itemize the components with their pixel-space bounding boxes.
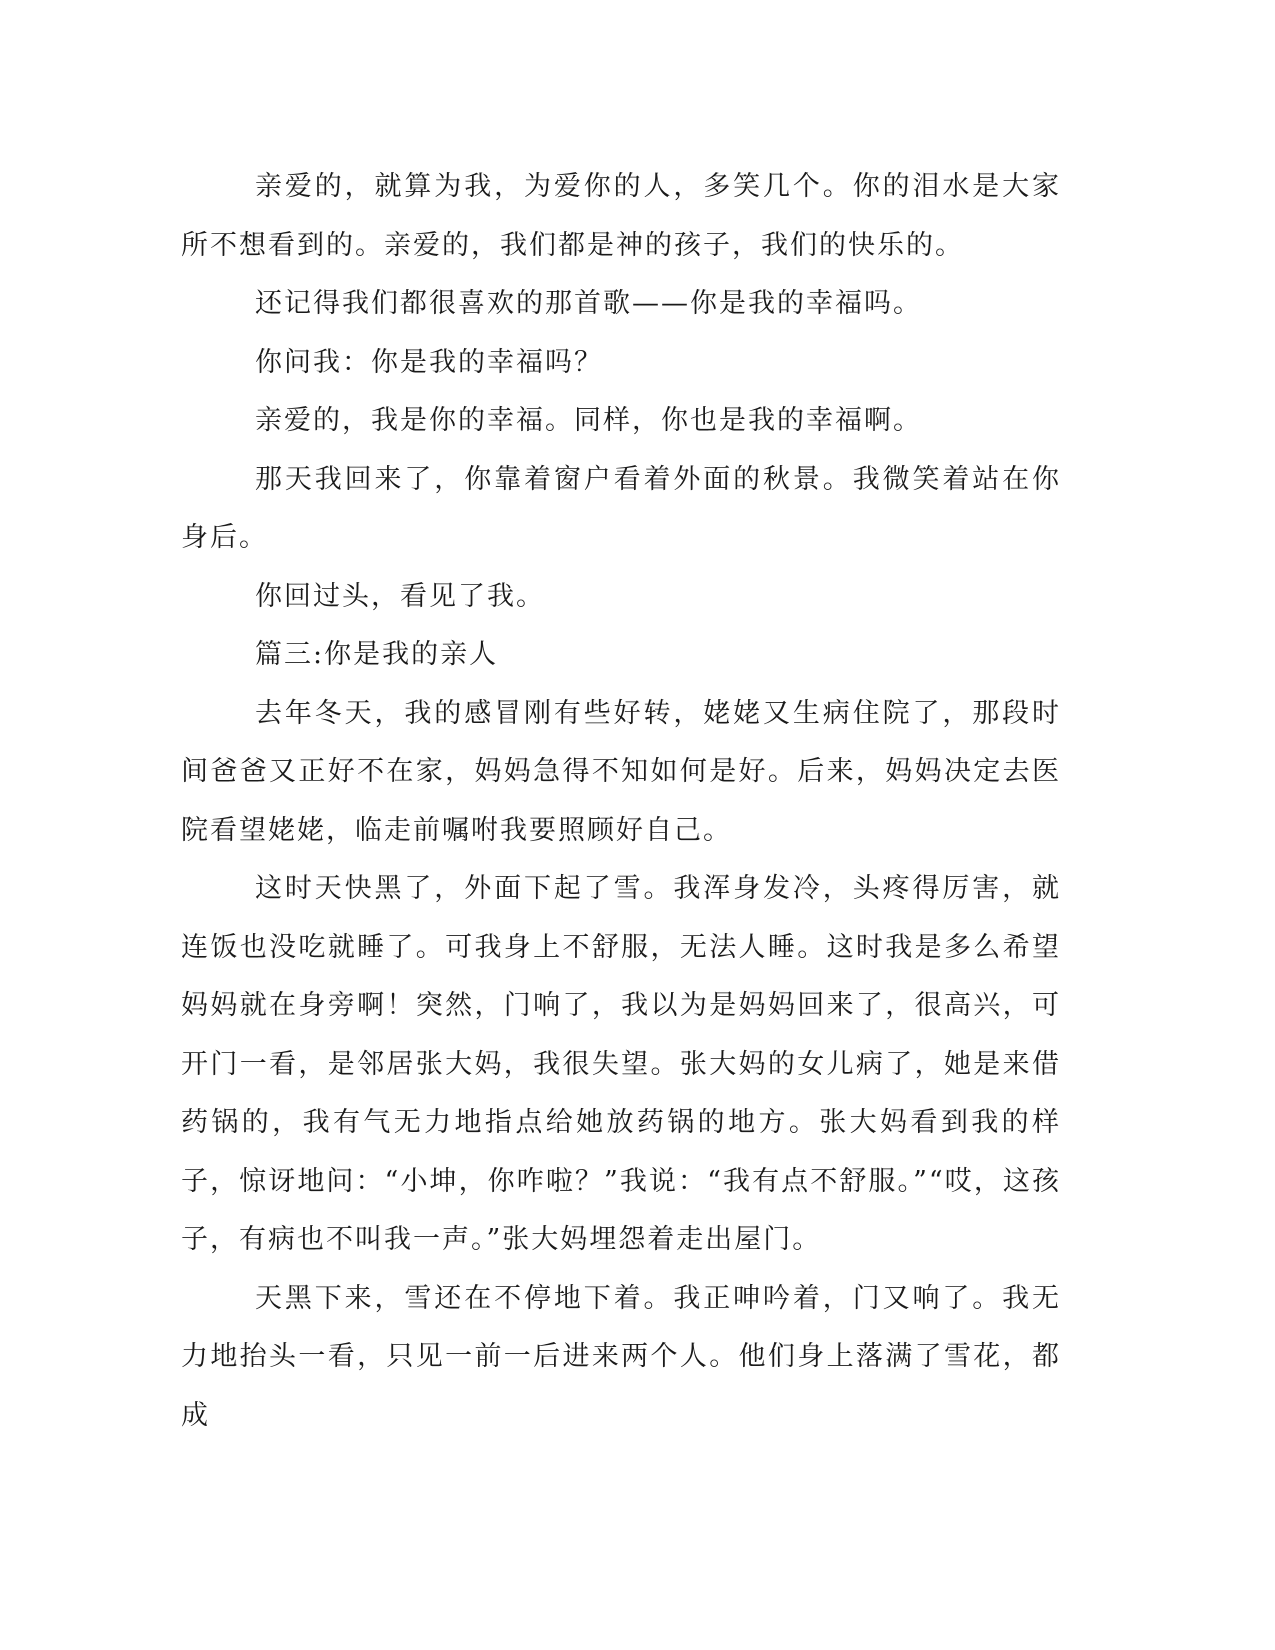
paragraph-5: 那天我回来了，你靠着窗户看着外面的秋景。我微笑着站在你身后。 <box>181 463 1061 553</box>
paragraph-1: 亲爱的，就算为我，为爱你的人，多笑几个。你的泪水是大家所不想看到的。亲爱的，我们都是神的孩子，我们的快乐的。 <box>181 171 1061 261</box>
paragraph-4: 亲爱的，我是你的幸福。同样，你也是我的幸福啊。 <box>255 405 922 436</box>
paragraph-3: 你问我：你是我的幸福吗？ <box>255 346 603 378</box>
paragraph-2: 还记得我们都很喜欢的那首歌——你是我的幸福吗。 <box>255 288 922 319</box>
paragraph-7: 去年冬天，我的感冒刚有些好转，姥姥又生病住院了，那段时间爸爸又正好不在家，妈妈急得不知如何是好。后来，妈妈决定去医院看望姥姥，临走前嘱咐我要照顾好自己。 <box>181 697 1061 846</box>
paragraph-8: 这时天快黑了，外面下起了雪。我浑身发冷，头疼得厉害，就连饭也没吃就睡了。可我身上不舒服，无法人睡。这时我是多么希望妈妈就在身旁啊！突然，门响了，我以为是妈妈回来了，很高兴，可开门一看，是邻居张大妈，我很失望。张大妈的女儿病了，她是来借药锅的，我有气无力地指点给她放药锅的地方。张大妈看到我的样子，惊讶地问：“小坤，你咋啦？”我说：“我有点不舒服。”“哎，这孩子，有病也不叫我一声。”张大妈埋怨着走出屋门。 <box>181 873 1061 1255</box>
document-body <box>181 158 1061 1445</box>
paragraph-9: 天黑下来，雪还在不停地下着。我正呻吟着，门又响了。我无力地抬头一看，只见一前一后进来两个人。他们身上落满了雪花，都成 <box>181 1282 1061 1431</box>
paragraph-6: 你回过头，看见了我。 <box>255 580 545 612</box>
section-heading: 篇三:你是我的亲人 <box>255 639 499 670</box>
